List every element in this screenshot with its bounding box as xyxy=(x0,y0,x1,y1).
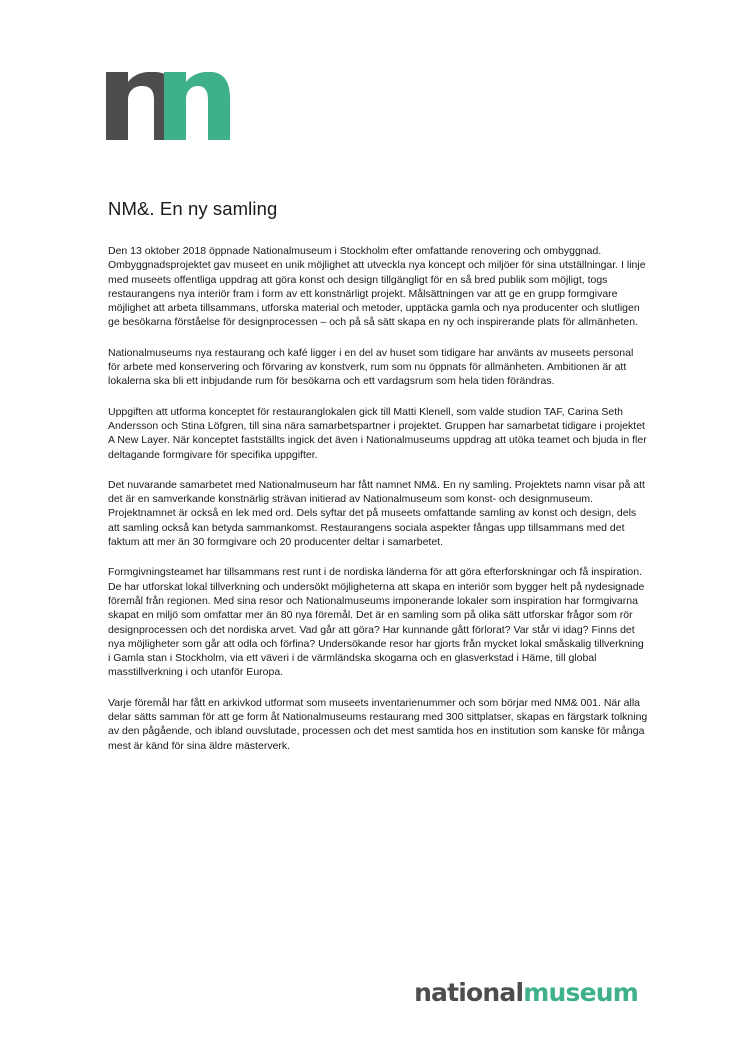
paragraph: Varje föremål har fått en arkivkod utformat som museets inventarienummer och som börjar med NM& 001. När alla delar sätts samman för att ge form åt Nationalmuseums restaurang med 300 sittplatser, skapas en färgstark tolkning av den pågående, och ibland ouvslutade, processen och det mest samtida hos en institution som kanske för många mest är känd för sina äldre mästerverk. xyxy=(108,696,648,752)
paragraph: Formgivningsteamet har tillsammans rest runt i de nordiska länderna för att göra efterforskningar och få inspiration. De har utforskat lokal tillverkning och undersökt möjligheterna att skapa en interiör som bygger helt på nydesignade föremål från regionen. Med sina resor och Nationalmuseums imponerande lokaler som inspiration har formgivarna skapat en miljö som omfattar mer än 80 nya föremål. Det är en samling som på olika sätt utforskar frågor som rör designprocessen och det nordiska arvet. Vad går att göra? Har kunnande gått förlorat? Var står vi idag? Finns det nya möjligheter som går att odla och förfina? Undersökande resor har gjorts från mycket lokal småskalig tillverkning i Gamla stan i Stockholm, via ett väveri i de värmländska skogarna och en glasverkstad i Häme, till global masstillverkning i och utanför Europa. xyxy=(108,566,645,679)
wordmark-national: national xyxy=(414,978,524,1007)
wordmark-museum: museum xyxy=(523,978,638,1007)
paragraph: Den 13 oktober 2018 öppnade Nationalmuseum i Stockholm efter omfattande renovering och ombyggnad. Ombyggnadsprojektet gav museet en unik möjlighet att utveckla nya koncept och miljöer för sina utställningar. I linje med museets offentliga uppdrag att göra konst och design tillgängligt för en så bred publik som möjligt, togs restaurangens nya interiör fram i form av ett konstnärligt projekt. Målsättningen var att ge en grupp formgivare möjlighet att arbeta tillsammans, utforska material och metoder, upptäcka gamla och nya producenter och slutligen ge besökarna förståelse för designprocessen – och på så sätt skapa en ny och inspirerande plats för allmänheten. xyxy=(108,245,646,329)
document-title: NM&. En ny samling xyxy=(108,198,278,219)
nm-monogram-logo xyxy=(106,72,234,140)
document-body xyxy=(108,244,648,769)
paragraph: Det nuvarande samarbetet med Nationalmuseum har fått namnet NM&. En ny samling. Projektets namn visar på att det är en samverkande konstnärlig strävan initierad av Nationalmuseum som konst- och designmuseum. Projektnamnet är också en lek med ord. Dels syftar det på museets omfattande samling av konst och design, dels att samling också kan betyda sammankomst. Restaurangens sociala aspekter fångas upp tillsammans med det faktum att mer än 30 formgivare och 20 producenter deltar i samarbetet. xyxy=(108,478,645,549)
nationalmuseum-wordmark xyxy=(414,978,638,1007)
paragraph: Uppgiften att utforma konceptet för restauranglokalen gick till Matti Klenell, som valde studion TAF, Carina Seth Andersson och Stina Löfgren, till sina nära samarbetspartner i projektet. Gruppen har samarbetat tidigare i projektet A New Layer. När konceptet fastställts ingick det även i Nationalmuseums uppdrag att utöka teamet och bjuda in fler deltagande formgivare för specifika uppgifter. xyxy=(108,405,647,461)
paragraph: Nationalmuseums nya restaurang och kafé ligger i en del av huset som tidigare har använts av museets personal för arbete med konservering och förvaring av konstverk, rum som nu öppnats för allmänheten. Ambitionen är att lokalerna ska bli ett inbjudande rum för besökarna och ett vardagsrum som hela tiden förändras. xyxy=(108,346,634,388)
